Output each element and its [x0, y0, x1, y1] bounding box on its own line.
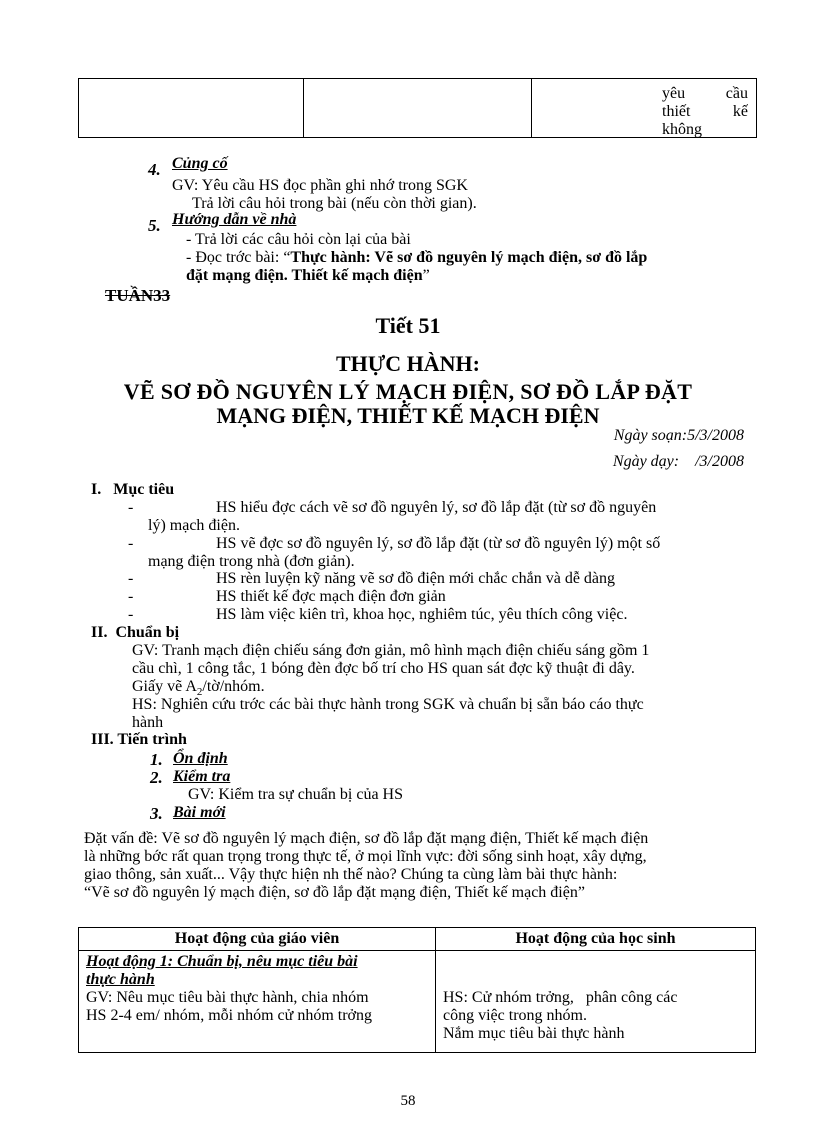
section5-line2: - Đọc trớc bài: “Thực hành: Vẽ sơ đồ nguyên lý mạch điện, sơ đồ lắp [186, 249, 648, 266]
intro-line2: là những bớc rất quan trọng trong thực tế, ở mọi lĩnh vực: đời sống sinh hoạt, xây dựng, [84, 848, 647, 865]
part1-item4-dash: - [128, 588, 134, 605]
part1-item4-text1: HS thiết kế đợc mạch điện đơn giản [216, 588, 446, 605]
part2-gv-line1: GV: Tranh mạch điện chiếu sáng đơn giản, mô hình mạch điện chiếu sáng gồm 1 [132, 642, 650, 659]
part1-item2-dash: - [128, 535, 134, 552]
page-number: 58 [400, 1093, 416, 1109]
part1-item1-text2: lý) mạch điện. [148, 517, 240, 534]
part3-heading: III. Tiến trình [91, 731, 187, 748]
section5-line3: đặt mạng điện. Thiết kế mạch điện” [186, 267, 430, 284]
teacher-line2: HS 2-4 em/ nhóm, mỗi nhóm cử nhóm trởng [86, 1007, 373, 1024]
activity1-title-line2: thực hành [86, 971, 155, 988]
part2-hs-line2: hành [132, 714, 164, 731]
student-line2: công việc trong nhóm. [443, 1007, 587, 1024]
teacher-cell [79, 951, 436, 1053]
section5-title: Hướng dẫn về nhà [172, 211, 297, 228]
top-table-cell-3: yêu cầu thiết kế không [532, 79, 757, 138]
date-taught: Ngày dạy: /3/2008 [612, 453, 744, 470]
intro-line1: Đặt vấn đề: Vẽ sơ đồ nguyên lý mạch điện, sơ đồ lắp đặt mạng điện, Thiết kế mạch điện [84, 830, 649, 847]
teacher-line1: GV: Nêu mục tiêu bài thực hành, chia nhóm [86, 989, 369, 1006]
step2-title: Kiểm tra [173, 768, 231, 785]
intro-line4: “Vẽ sơ đồ nguyên lý mạch điện, sơ đồ lắp đặt mạng điện, Thiết kế mạch điện” [84, 884, 585, 901]
activity-table [78, 927, 756, 1053]
part1-item5-text1: HS làm việc kiên trì, khoa học, nghiêm túc, yêu thích công việc. [216, 606, 628, 623]
part1-item1-dash: - [128, 499, 134, 516]
step1-title: Ổn định [173, 750, 228, 767]
date-prepared: Ngày soạn:5/3/2008 [613, 427, 744, 444]
student-line3: Nắm mục tiêu bài thực hành [443, 1025, 625, 1042]
part2-gv-line2: cầu chì, 1 công tắc, 1 bóng đèn đợc bố trí cho HS quan sát đợc kỹ thuật đi dây. [132, 660, 635, 677]
week-label: TUẦN33 [105, 286, 171, 305]
part1-item2-text2: mạng điện trong nhà (đơn giản). [148, 553, 355, 570]
step2-line: GV: Kiểm tra sự chuẩn bị của HS [188, 786, 403, 803]
part2-gv-line3: Giấy vẽ $A_2/tờ$/nhóm. [132, 678, 265, 699]
step3-title: Bài mới [173, 804, 226, 821]
step1-number: 1. [150, 750, 163, 769]
top-table-cell-1 [79, 79, 304, 138]
title-line2: VẼ SƠ ĐỒ NGUYÊN LÝ MẠCH ĐIỆN, SƠ ĐỒ LẮP ĐẶT [123, 379, 693, 404]
lesson-number: Tiết 51 [375, 313, 441, 338]
part2-hs-line1: HS: Nghiên cứu trớc các bài thực hành trong SGK và chuẩn bị sẵn báo cáo thực [132, 696, 644, 713]
activity1-title-line1: Hoạt động 1: Chuẩn bị, nêu mục tiêu bài [86, 953, 358, 970]
step3-number: 3. [150, 804, 163, 823]
top-table-cell-2 [304, 79, 532, 138]
title-line1: THỰC HÀNH: [335, 351, 480, 376]
part2-heading: II. Chuẩn bị [91, 624, 180, 641]
section4-title: Củng cố [172, 155, 228, 172]
part1-heading: I. Mục tiêu [91, 481, 175, 498]
section4-line1: GV: Yêu cầu HS đọc phần ghi nhớ trong SGK [172, 177, 468, 194]
section5-number: 5. [148, 216, 161, 235]
part1-item3-text1: HS rèn luyện kỹ năng vẽ sơ đồ điện mới chắc chắn và dễ dàng [216, 570, 616, 587]
part1-item3-dash: - [128, 570, 134, 587]
section4-number: 4. [148, 160, 161, 179]
header-student: Hoạt động của học sinh [436, 928, 756, 951]
title-line3: MẠNG ĐIỆN, THIẾT KẾ MẠCH ĐIỆN [216, 403, 600, 428]
top-table [78, 78, 757, 138]
student-line1: HS: Cử nhóm trởng, phân công các [443, 989, 678, 1006]
part1-item2-text1: HS vẽ đợc sơ đồ nguyên lý, sơ đồ lắp đặt (từ sơ đồ nguyên lý) một số [216, 535, 661, 552]
section4-line2: Trả lời câu hỏi trong bài (nếu còn thời gian). [192, 195, 477, 212]
part1-item1-text1: HS hiểu đợc cách vẽ sơ đồ nguyên lý, sơ đồ lắp đặt (từ sơ đồ nguyên [216, 499, 657, 516]
step2-number: 2. [150, 768, 163, 787]
intro-line3: giao thông, sản xuất... Vậy thực hiện nh thế nào? Chúng ta cùng làm bài thực hành: [84, 866, 618, 883]
part1-item5-dash: - [128, 606, 134, 623]
header-teacher: Hoạt động của giáo viên [79, 928, 436, 951]
section5-line1: - Trả lời các câu hỏi còn lại của bài [186, 231, 411, 248]
student-cell [436, 951, 756, 1053]
